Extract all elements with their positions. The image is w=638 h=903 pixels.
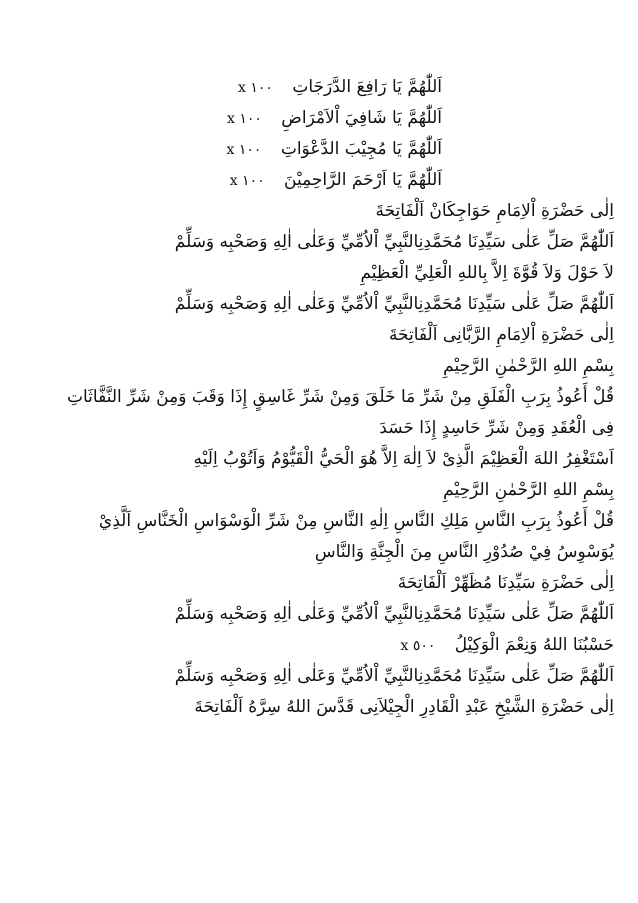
istighfar-line (0, 444, 638, 475)
surah-line (0, 413, 638, 444)
dua-text: اَللّٰهُمَّ يَا اَرْحَمَ الرَّاحِمِيْنَ (284, 170, 442, 190)
surah-line (0, 382, 638, 413)
salawat-line (0, 599, 638, 630)
dua-text: قُلْ أَعُوذُ بِرَبِ النَّاسِ مَلِكِ النَّاسِ اِلٰهِ النَّاسِ مِنْ شَرِّ الْوَسْوَاسِ الْخَنَّاسِ اَلَّذِيْ (98, 511, 614, 531)
basmala-line (0, 351, 638, 382)
basmala-line (0, 475, 638, 506)
dua-line (0, 165, 638, 196)
dua-text: اَسْتَغْفِرُ اللهَ الْعَظِيْمَ الَّذِىْ لاَ اِلٰهَ اِلاَّ هُوَ الْحَيُّ الْقَيُّوْمُ وَاَتُوْبُ اِلَيْهِ (193, 449, 614, 469)
dua-line (0, 320, 638, 351)
dua-text: لاَ حَوْلَ وَلاَ قُوَّةَ اِلاَّ بِاللهِ الْعَلِيِّ الْعَظِيْمِ (360, 263, 614, 283)
dua-line (0, 103, 638, 134)
dua-text: اَللّٰهُمَّ صَلِّ عَلٰى سَيِّدِنَا مُحَمَّدِنِالنَّبِيِّ اْلاُمِّيِّ وَعَلٰى اٰلِهِ وَصَحْبِه وَسَلِّمْ (174, 294, 614, 314)
dua-text: اِلٰى حَضْرَةِ اْلاِمَامِ حَوَاجِكَانْ اَلْفَاتِحَةَ (375, 201, 614, 221)
dua-line (0, 568, 638, 599)
dua-text: بِسْمِ اللهِ الرَّحْمٰنِ الرَّحِيْمِ (443, 480, 614, 500)
dua-text: قُلْ أَعُوذُ بِرَبِ الْفَلَقِ مِنْ شَرِّ مَا خَلَقَ وَمِنْ شَرِّ غَاسِقٍ إِذَا وَقَبَ وَمِنْ شَرِّ النَّفَّاثَاتِ (67, 387, 614, 407)
repeat-count: x ١٠٠ (226, 111, 262, 127)
dua-text: اَللّٰهُمَّ يَا مُجِيْبَ الدَّعْوَاتِ (280, 139, 442, 159)
salawat-line (0, 227, 638, 258)
surah-line (0, 506, 638, 537)
surah-line (0, 537, 638, 568)
repeat-count: x ١٠٠ (229, 173, 265, 189)
dua-text: بِسْمِ اللهِ الرَّحْمٰنِ الرَّحِيْمِ (443, 356, 614, 376)
dua-line (0, 630, 638, 661)
dua-line (0, 72, 638, 103)
dua-text: يُوَسْوِسُ فِيْ صُدُوْرِ النَّاسِ مِنَ الْجِنَّةِ وَالنَّاسِ (314, 542, 614, 562)
dua-line (0, 258, 638, 289)
dua-text: اِلٰى حَضْرَةِ الشَّيْخِ عَبْدِ الْقَادِرِ الْجِيْلاَنِى قَدَّسَ اللهُ سِرَّهُ اَلْفَاتِحَةَ (194, 697, 614, 717)
dua-line (0, 134, 638, 165)
repeat-count: x ١٠٠ (226, 142, 262, 158)
document-page (0, 72, 638, 723)
dua-line (0, 692, 638, 723)
dua-text: اِلٰى حَضْرَةِ اْلاِمَامِ الرَّبَّانِى اَلْفَاتِحَةَ (388, 325, 614, 345)
salawat-line (0, 661, 638, 692)
dua-text: اَللّٰهُمَّ صَلِّ عَلٰى سَيِّدِنَا مُحَمَّدِنِالنَّبِيِّ اْلاُمِّيِّ وَعَلٰى اٰلِهِ وَصَحْبِه وَسَلِّمْ (174, 232, 614, 252)
dua-text: فِى الْعُقَدِ وَمِنْ شَرِّ حَاسِدٍ إِذَا حَسَدَ (379, 418, 614, 438)
dua-text: اَللّٰهُمَّ صَلِّ عَلٰى سَيِّدِنَا مُحَمَّدِنِالنَّبِيِّ اْلاُمِّيِّ وَعَلٰى اٰلِهِ وَصَحْبِه وَسَلِّمْ (174, 666, 614, 686)
dua-text: اَللّٰهُمَّ يَا شَافِيَ اْلاَمْرَاضِ (281, 108, 442, 128)
dua-text: اِلٰى حَضْرَةِ سَيِّدِنَا مُظَهِّرْ اَلْفَاتِحَةَ (397, 573, 614, 593)
dua-line (0, 196, 638, 227)
salawat-line (0, 289, 638, 320)
dua-text: اَللّٰهُمَّ يَا رَافِعَ الدَّرَجَاتِ (292, 77, 442, 97)
repeat-count: x ١٠٠ (238, 80, 273, 96)
dua-text: حَسْبُنَا اللهُ وَنِعْمَ الْوَكِيْلُ (454, 635, 614, 655)
dua-text: اَللّٰهُمَّ صَلِّ عَلٰى سَيِّدِنَا مُحَمَّدِنِالنَّبِيِّ اْلاُمِّيِّ وَعَلٰى اٰلِهِ وَصَحْبِه وَسَلِّمْ (174, 604, 614, 624)
repeat-count: x ٥٠٠ (400, 638, 436, 654)
